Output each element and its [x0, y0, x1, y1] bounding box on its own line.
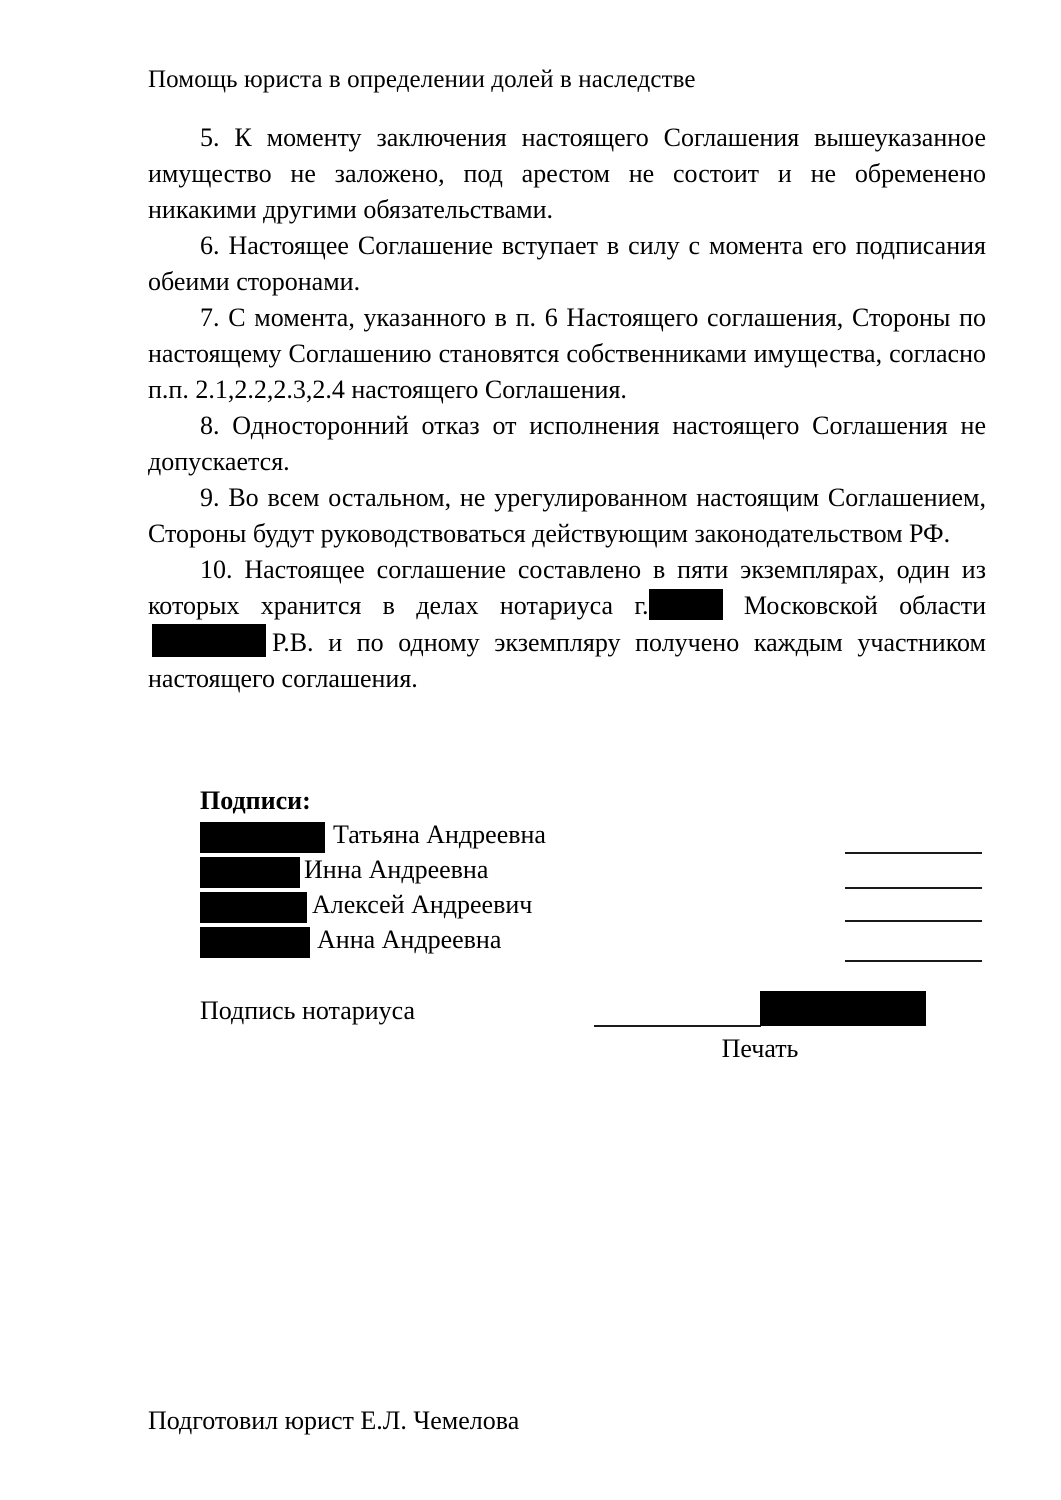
redaction-block-surname-4 — [200, 927, 310, 958]
clause-8-paragraph: 8. Односторонний отказ от исполнения настоящего Соглашения не допускается. — [148, 411, 986, 476]
signatory-name-4: Анна Андреевна — [317, 925, 502, 954]
signature-row — [200, 925, 986, 960]
clause-10-paragraph — [148, 552, 986, 697]
document-footer: Подготовил юрист Е.Л. Чемелова — [148, 1406, 520, 1435]
signature-row — [200, 890, 986, 925]
clause-6-paragraph: 6. Настоящее Соглашение вступает в силу с момента его подписания обеими сторонами. — [148, 231, 986, 296]
notary-signature-label: Подпись нотариуса — [200, 996, 416, 1025]
signatory-name-2: Инна Андреевна — [304, 855, 489, 884]
signature-row — [200, 820, 986, 855]
signature-line-2[interactable] — [845, 887, 982, 889]
document-header: Помощь юриста в определении долей в наследстве — [148, 66, 696, 93]
clause-7-paragraph: 7. С момента, указанного в п. 6 Настоящего соглашения, Стороны по настоящему Соглашению становятся собственниками имущества, согласно п.п. 2.1,2.2,2.3,2.4 настоящего Соглашения. — [148, 303, 986, 404]
redaction-block-notary-name — [152, 624, 266, 657]
signatures-section — [200, 786, 986, 960]
clause-10-text-part-3: Р.В. и по одному экземпляру получено каждым участником настоящего соглашения. — [148, 628, 986, 693]
document-body — [148, 120, 986, 697]
redaction-block-surname-2 — [200, 857, 300, 888]
notary-signature-line[interactable] — [594, 1025, 761, 1027]
redaction-block-city — [649, 589, 723, 620]
redaction-block-surname-3 — [200, 892, 307, 923]
signatures-title: Подписи: — [200, 786, 311, 815]
notary-signature-section — [200, 996, 986, 1063]
signature-line-4[interactable] — [845, 960, 982, 962]
clause-10-text-part-1: 10. Настоящее соглашение составлено в пяти экземплярах, один из которых хранится в делах нотариуса г. — [148, 555, 986, 620]
signatory-name-1: Татьяна Андреевна — [333, 820, 546, 849]
clause-5-paragraph: 5. К моменту заключения настоящего Соглашения вышеуказанное имущество не заложено, под арестом не состоит и не обременено никакими другими обязательствами. — [148, 123, 986, 224]
redaction-block-surname-1 — [200, 822, 325, 853]
signature-row — [200, 855, 986, 890]
seal-label: Печать — [721, 1034, 799, 1063]
signature-line-3[interactable] — [845, 920, 982, 922]
signatory-name-3: Алексей Андреевич — [312, 890, 533, 919]
signature-line-1[interactable] — [845, 852, 982, 854]
clause-9-paragraph: 9. Во всем остальном, не урегулированном настоящим Соглашением, Стороны будут руководствоваться действующим законодательством РФ. — [148, 483, 986, 548]
clause-10-text-part-2: Московской области — [743, 591, 987, 620]
redaction-block-notary-signature — [760, 991, 926, 1026]
